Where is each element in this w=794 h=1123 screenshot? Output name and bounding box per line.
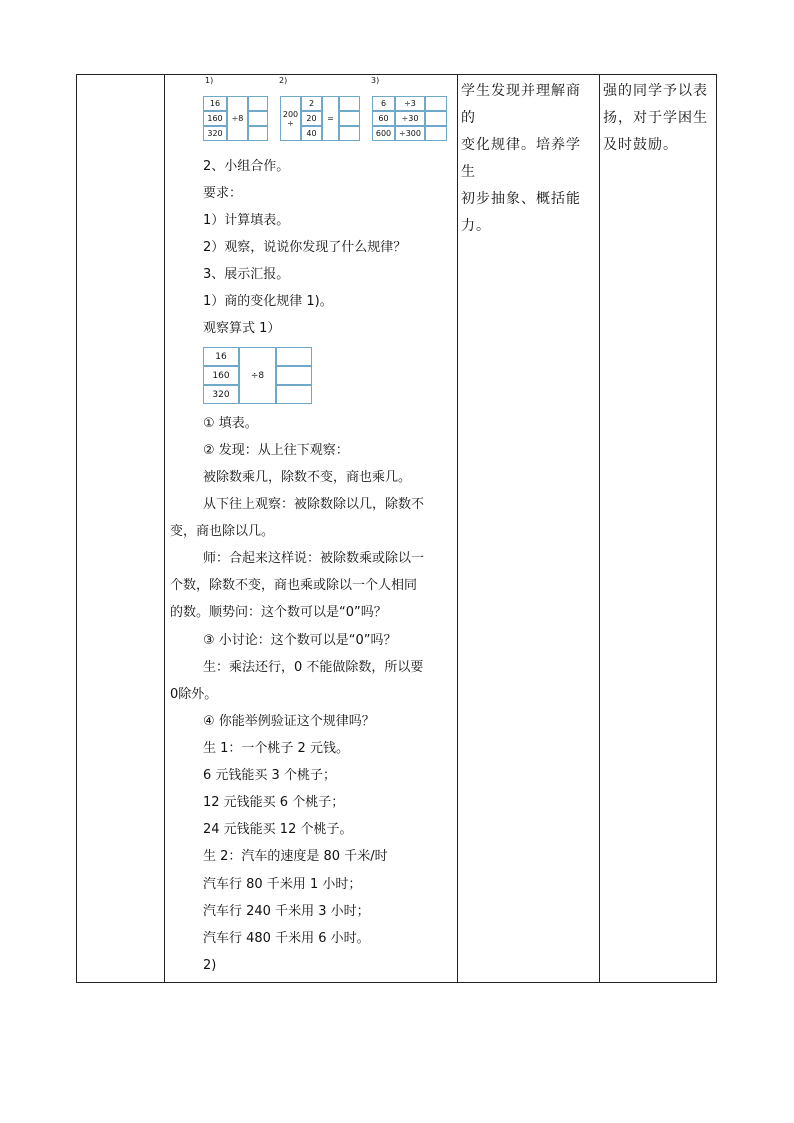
text-line: 扬，对于学困生	[603, 110, 708, 126]
text-line: 生：乘法还行，0 不能做除数，所以要	[203, 660, 424, 675]
design-intent-column	[461, 78, 593, 240]
mini-table-2-label: 2)	[279, 76, 288, 85]
cell	[248, 111, 268, 126]
text-line: 初步抽象、概括能	[461, 191, 581, 207]
text-line: 2）观察，说说你发现了什么规律？	[203, 240, 407, 255]
text-line: 汽车行 80 千米用 1 小时；	[203, 877, 362, 892]
text-line: 2)	[203, 958, 217, 973]
cell: 2	[301, 96, 322, 111]
cell	[276, 385, 312, 404]
text-line: 从下往上观察：被除数除以几，除数不	[203, 497, 425, 512]
dividend: 200	[282, 109, 299, 119]
text-line: 生 1：一个桃子 2 元钱。	[203, 741, 349, 756]
cell: 160	[203, 366, 239, 385]
text-line: ② 发现：从上往下观察：	[203, 443, 349, 458]
cell	[339, 111, 360, 126]
evaluation-column	[603, 78, 713, 159]
cell: ÷3	[395, 96, 425, 111]
cell: ÷8	[239, 347, 276, 404]
text-line: 2、小组合作。	[203, 159, 290, 174]
cell: 320	[203, 126, 227, 141]
text-line: 的数。顺势问：这个数可以是“0”吗？	[170, 605, 387, 620]
text-line: 1）计算填表。	[203, 213, 290, 228]
text-line: ④ 你能举例验证这个规律吗？	[203, 714, 375, 729]
text-line: 1）商的变化规律 1)。	[203, 294, 333, 309]
cell: =	[322, 96, 339, 141]
text-line: ③ 小讨论：这个数可以是“0”吗？	[203, 633, 397, 648]
text-line: 变，商也除以几。	[170, 524, 275, 539]
column-divider	[599, 74, 600, 983]
cell: 16	[203, 347, 239, 366]
text-line: 个数，除数不变，商也乘或除以一个人相同	[170, 578, 418, 593]
column-divider	[457, 74, 458, 983]
text-line: 12 元钱能买 6 个桃子；	[203, 795, 345, 810]
cell	[425, 111, 447, 126]
text-line: 3、展示汇报。	[203, 267, 290, 282]
text-line: 师：合起来这样说：被除数乘或除以一	[203, 551, 425, 566]
text-line: 强的同学予以表	[603, 83, 708, 99]
text-line: 变化规律。培养学生	[461, 137, 581, 180]
cell	[425, 96, 447, 111]
cell: 320	[203, 385, 239, 404]
text-line: 及时鼓励。	[603, 137, 678, 153]
text-line: 汽车行 240 千米用 3 小时；	[203, 904, 370, 919]
text-line: 0除外。	[170, 687, 218, 702]
text-line: 24 元钱能买 12 个桃子。	[203, 822, 353, 837]
cell	[339, 126, 360, 141]
text-line: 要求：	[203, 186, 243, 201]
mini-table-3-label: 3)	[371, 76, 380, 85]
cell: 40	[301, 126, 322, 141]
cell: ÷8	[227, 96, 248, 141]
text-line: 观察算式 1）	[203, 321, 281, 336]
text-line: 6 元钱能买 3 个桃子；	[203, 768, 336, 783]
cell	[248, 126, 268, 141]
cell	[339, 96, 360, 111]
cell	[276, 366, 312, 385]
text-line: ① 填表。	[203, 416, 258, 431]
cell	[280, 96, 301, 141]
column-divider	[164, 74, 165, 983]
cell: ÷30	[395, 111, 425, 126]
mini-table-1-label: 1)	[205, 76, 214, 85]
text-line: 力。	[461, 218, 491, 234]
cell: 160	[203, 111, 227, 126]
cell: 600	[372, 126, 395, 141]
cell: ÷300	[395, 126, 425, 141]
text-line: 生 2：汽车的速度是 80 千米/时	[203, 849, 388, 864]
text-line: 学生发现并理解商的	[461, 83, 581, 126]
cell	[248, 96, 268, 111]
cell: 60	[372, 111, 395, 126]
cell	[425, 126, 447, 141]
text-line: 汽车行 480 千米用 6 小时。	[203, 931, 370, 946]
cell: 6	[372, 96, 395, 111]
cell	[276, 347, 312, 366]
cell: 20	[301, 111, 322, 126]
text-line: 被除数乘几，除数不变，商也乘几。	[203, 470, 412, 485]
cell: 16	[203, 96, 227, 111]
divide-sign: ÷	[287, 118, 294, 128]
